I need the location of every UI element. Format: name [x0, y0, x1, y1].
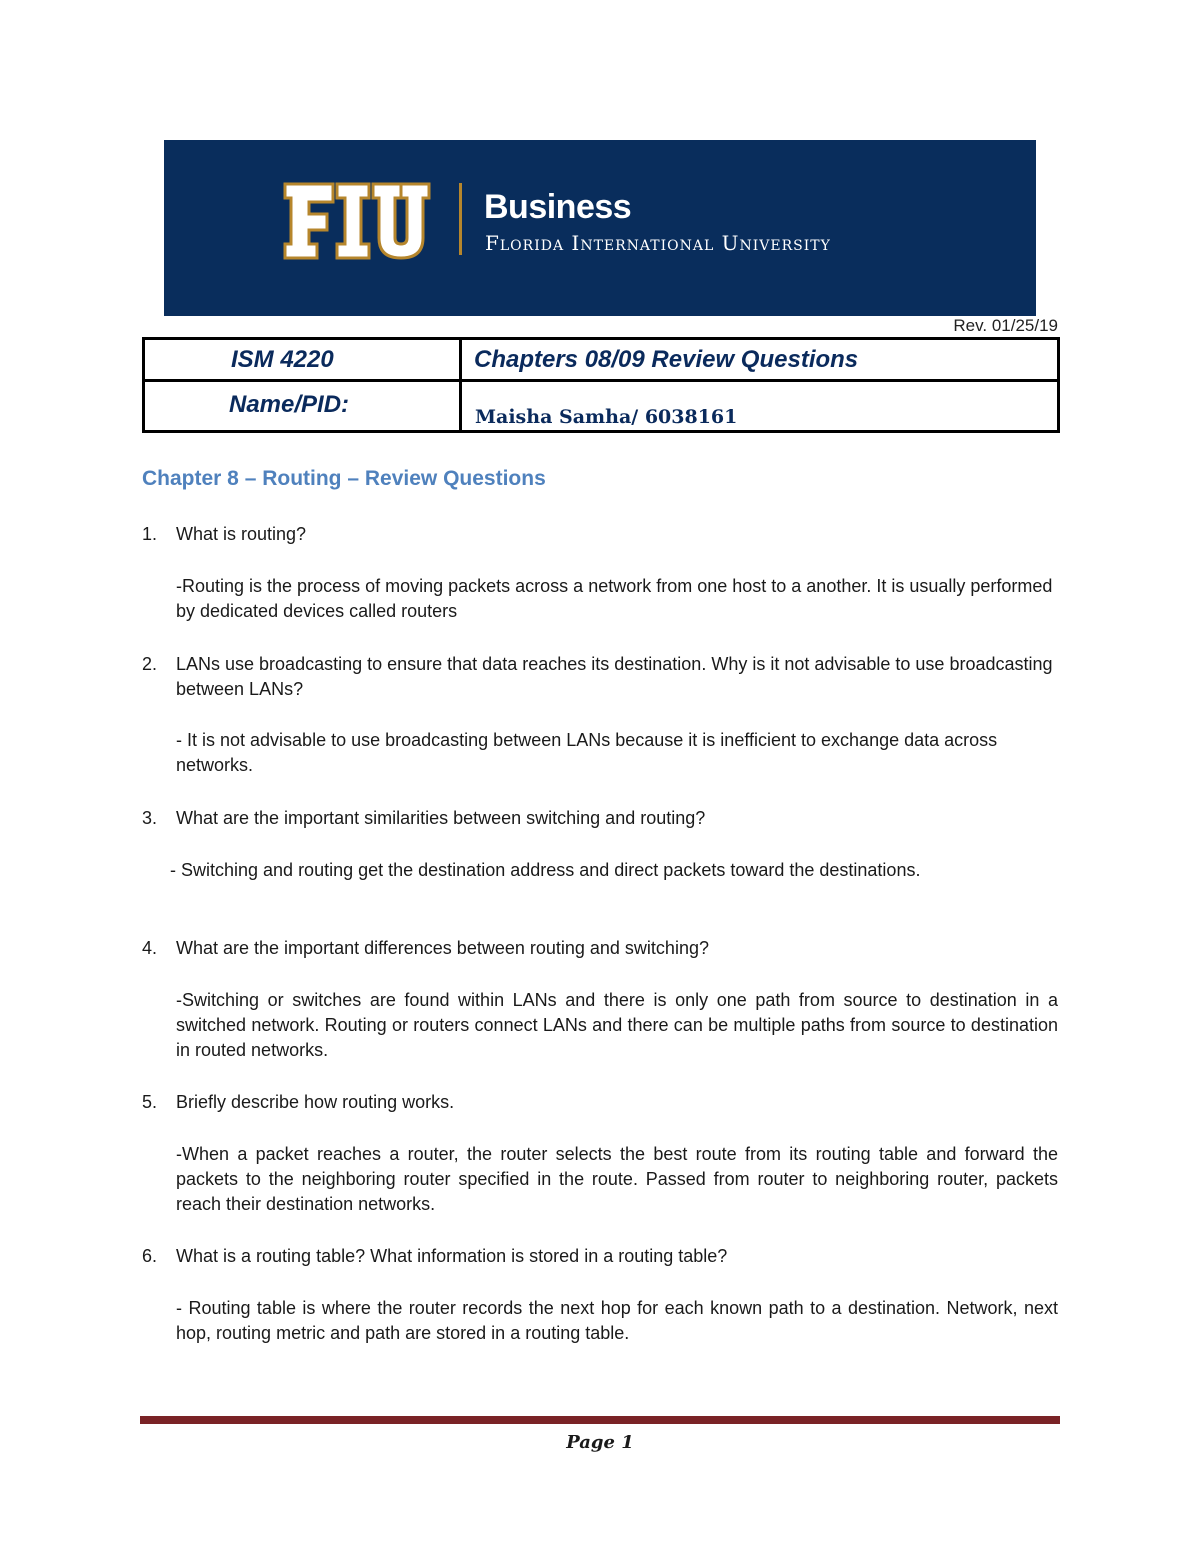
fiu-logo: [281, 180, 433, 262]
course-header-table: [142, 337, 1060, 433]
footer-rule: [140, 1416, 1060, 1424]
question-text: What is a routing table? What information is stored in a routing table?: [176, 1246, 728, 1266]
page-number: Page 1: [566, 1432, 634, 1453]
question-number: 2.: [142, 654, 158, 674]
revision-date: Rev. 01/25/19: [953, 316, 1058, 335]
name-pid-value: Maisha Samha/ 6038161: [475, 406, 738, 428]
business-wordmark: Business: [484, 188, 632, 226]
question-text: Briefly describe how routing works.: [176, 1092, 455, 1112]
header-column-divider: [459, 340, 462, 430]
question-text: LANs use broadcasting to ensure that data reaches its destination. Why is it not advisable to use broadcasting between LANs?: [176, 654, 1053, 699]
answer-2: - It is not advisable to use broadcasting between LANs because it is inefficient to exchange data across networks.: [176, 730, 998, 775]
university-name: Florida International University: [485, 231, 831, 255]
answer-3: - Switching and routing get the destination address and direct packets toward the destinations.: [170, 860, 921, 880]
answer-5: -When a packet reaches a router, the router selects the best route from its routing table and forward the packets to the neighboring router specified in the route. Passed from router to neighboring router, packets reach their destination networks.: [176, 1144, 1058, 1214]
chapter-heading: Chapter 8 – Routing – Review Questions: [142, 467, 546, 490]
question-text: What are the important similarities between switching and routing?: [176, 808, 706, 828]
question-number: 3.: [142, 808, 158, 828]
logo-divider: [459, 183, 462, 255]
question-number: 4.: [142, 938, 158, 958]
answer-1: -Routing is the process of moving packets across a network from one host to a another. It is usually performed by dedicated devices called routers: [176, 576, 1053, 621]
fiu-business-banner: [164, 140, 1036, 316]
question-number: 1.: [142, 524, 158, 544]
answer-4: -Switching or switches are found within LANs and there is only one path from source to destination in a switched network. Routing or routers connect LANs and there can be multiple paths from source to destination in routed networks.: [176, 990, 1058, 1060]
name-pid-label: Name/PID:: [229, 391, 350, 418]
course-code: ISM 4220: [231, 346, 334, 373]
question-number: 6.: [142, 1246, 158, 1266]
question-text: What are the important differences between routing and switching?: [176, 938, 709, 958]
question-number: 5.: [142, 1092, 158, 1112]
assignment-title: Chapters 08/09 Review Questions: [474, 346, 859, 373]
answer-6: - Routing table is where the router records the next hop for each known path to a destination. Network, next hop, routing metric and path are stored in a routing table.: [176, 1298, 1058, 1343]
question-text: What is routing?: [176, 524, 307, 544]
